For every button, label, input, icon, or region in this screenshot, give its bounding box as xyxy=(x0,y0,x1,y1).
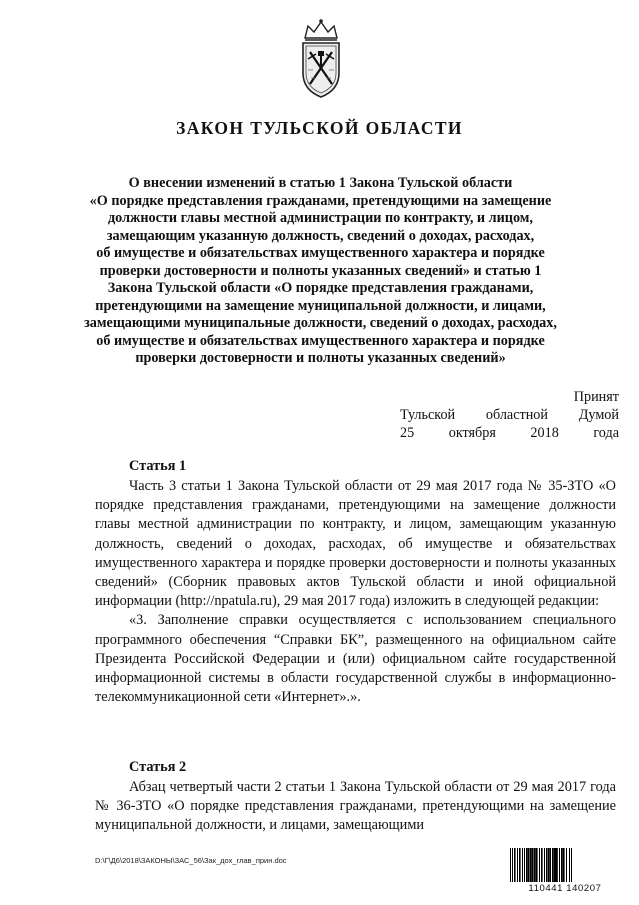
subject-line: претендующими на замещение муниципальной должности, и лицами, xyxy=(95,297,546,314)
adoption-block xyxy=(400,388,619,442)
subject-line: проверки достоверности и полноты указанных сведений» и статью 1 xyxy=(99,262,542,279)
article-1-heading: Статья 1 xyxy=(129,458,187,474)
law-title: ЗАКОН ТУЛЬСКОЙ ОБЛАСТИ xyxy=(176,118,463,138)
article-1-body xyxy=(95,477,616,707)
adopted-label: Принят xyxy=(573,389,619,405)
subject-line: об имуществе и обязательствах имущественного характера и порядке xyxy=(96,245,545,261)
subject-line: об имуществе и обязательствах имущественного характера и порядке xyxy=(96,332,545,349)
subject-line: замещающим указанную должность, сведений о доходах, расходах, xyxy=(106,227,535,244)
article-2-body xyxy=(95,778,616,836)
barcode-number: 110441 140207 xyxy=(528,883,602,894)
law-subject xyxy=(80,175,561,368)
file-path: D:\Г\Д6\2018\ЗАКОНЫ\ЗАС_56\Зак_дох_глав_прин.doc xyxy=(95,856,287,865)
barcode xyxy=(508,848,622,882)
article-1-paragraph: Часть 3 статьи 1 Закона Тульской области от 29 мая 2017 года № 35-ЗТО «О порядке представления гражданами, претендующими на замещение должности главы местной администрации по контракту, и лицом, замещающим указанную должность, сведений о доходах, расходах, об имуществе и обязательствах имущественного характера и порядке проверки достоверности и полноты указанных сведений» (Сборник правовых актов Тульской области и иной официальной информации (http://npatula.ru), 29 мая 2017 года) изложить в следующей редакции: xyxy=(95,478,616,610)
adopted-by: Тульской областной Думой xyxy=(400,407,619,423)
article-1-quoted-paragraph: «3. Заполнение справки осуществляется с использованием специального программного обеспечения “Справки БК”, размещенного на официальном сайте Президента Российской Федерации и (или) официальном сайте государственной информационной системы в области государственной службы в информационно-телекоммуникационной сети «Интернет».». xyxy=(95,612,616,706)
adopted-date: 25 октября 2018 года xyxy=(400,425,619,441)
subject-line: «О порядке представления гражданами, претендующими на замещение xyxy=(89,192,552,209)
coat-of-arms-icon xyxy=(291,18,351,100)
subject-line: О внесении изменений в статью 1 Закона Тульской области xyxy=(128,175,513,191)
article-2-heading: Статья 2 xyxy=(129,759,187,775)
subject-line: Закона Тульской области «О порядке представления гражданами, xyxy=(107,280,534,296)
subject-line: проверки достоверности и полноты указанных сведений» xyxy=(135,350,506,366)
subject-line: замещающими муниципальные должности, сведений о доходах, расходах, xyxy=(84,315,557,331)
article-2-paragraph: Абзац четвертый части 2 статьи 1 Закона Тульской области от 29 мая 2017 года № 36-ЗТО «О порядке представления гражданами, претендующими на замещение муниципальной должности, и лицами, замещающими xyxy=(95,779,616,834)
subject-line: должности главы местной администрации по контракту, и лицом, xyxy=(108,210,533,226)
